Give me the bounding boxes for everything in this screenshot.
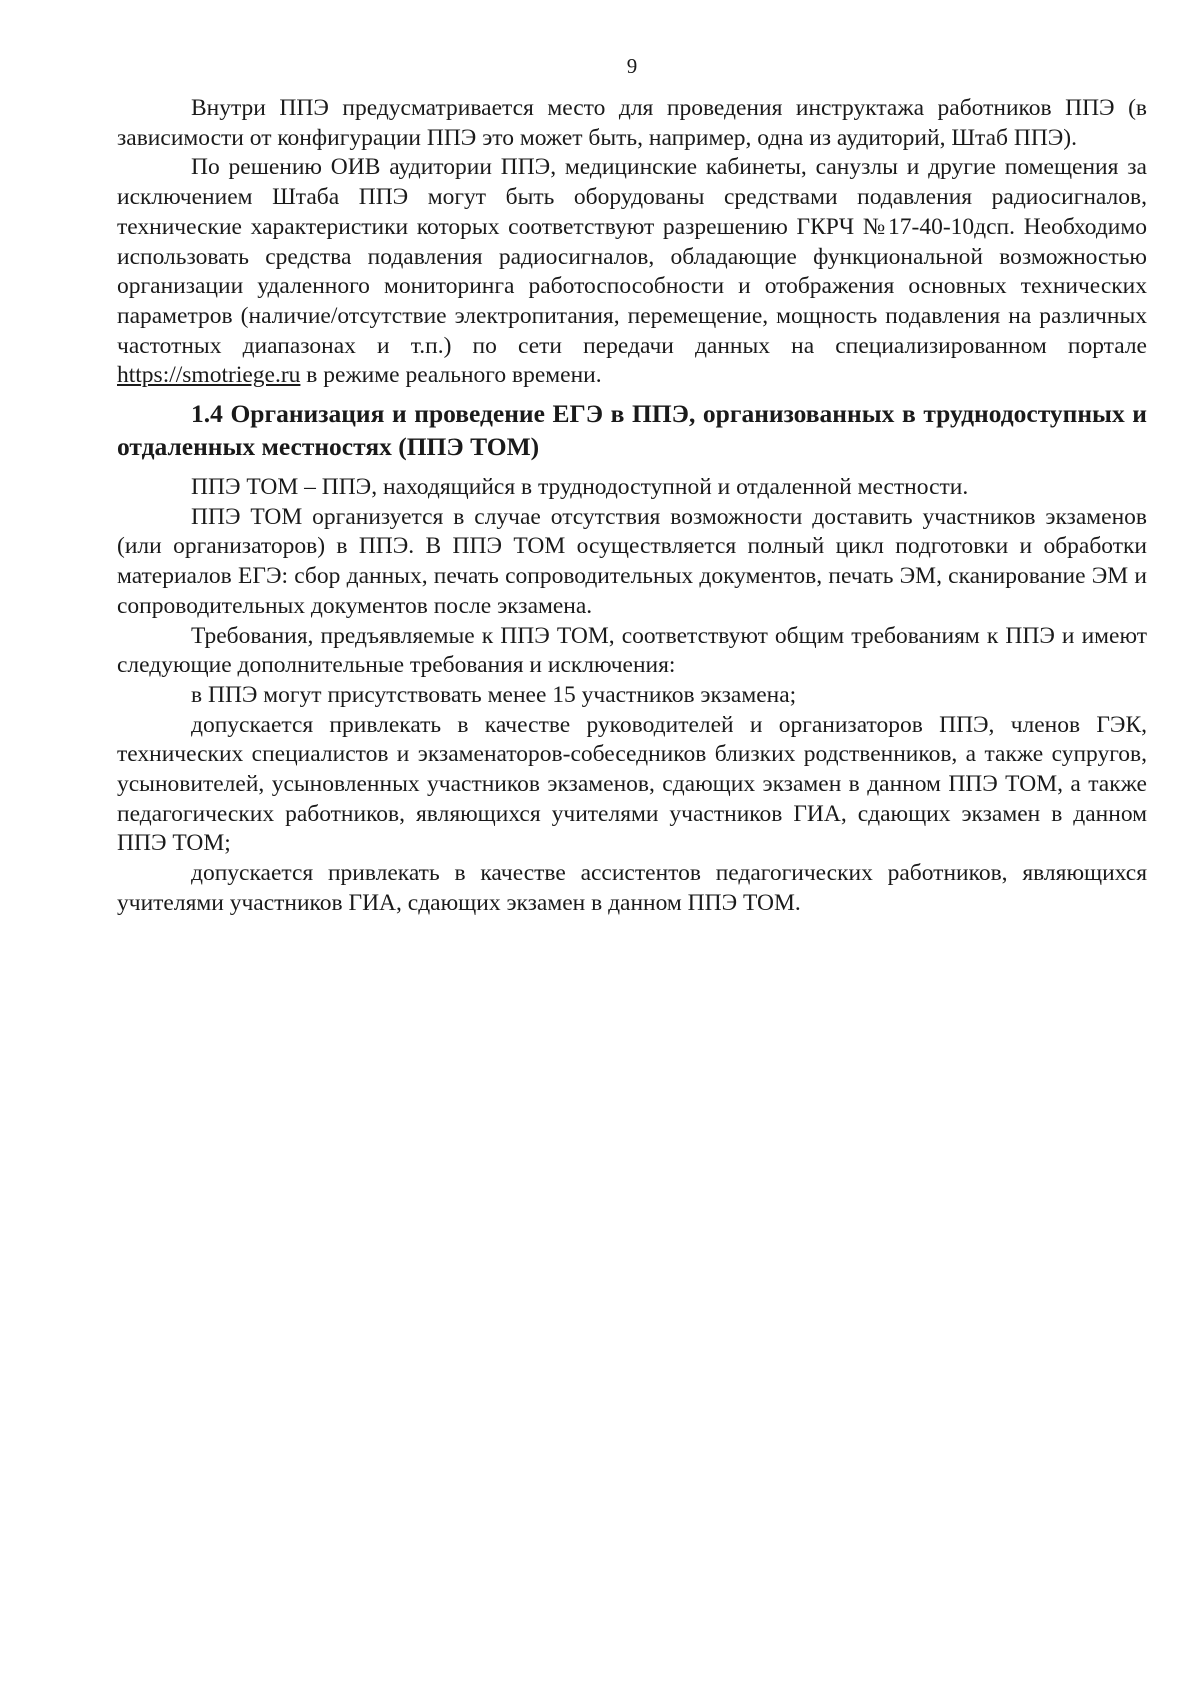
paragraph-signal-suppression-text: По решению ОИВ аудитории ППЭ, медицинские кабинеты, санузлы и другие помещения за исключением Штаба ППЭ могут быть оборудованы средствами подавления радиосигналов, технические характеристики которых соответствуют разрешению ГКРЧ №17-40-10дсп. Необходимо использовать средства подавления радиосигналов, обладающие функциональной возможностью организации удаленного мониторинга работоспособности и отображения основных технических параметров (наличие/отсутствие электропитания, перемещение, мощность подавления на различных частотных диапазонах и т.п.) по сети передачи данных на специализированном портале [117, 154, 1147, 359]
paragraph-participants-count: в ППЭ могут присутствовать менее 15 участников экзамена; [191, 681, 797, 708]
page-number: 9 [626, 54, 638, 78]
portal-link[interactable]: https://smotriege.ru [117, 362, 301, 389]
paragraph-briefing-room: Внутри ППЭ предусматривается место для проведения инструктажа работников ППЭ (в зависимости от конфигурации ППЭ это может быть, например, одна из аудиторий, Штаб ППЭ). [117, 95, 1147, 151]
paragraph-tom-organization: ППЭ ТОМ организуется в случае отсутствия возможности доставить участников экзаменов (или организаторов) в ППЭ. В ППЭ ТОМ осуществляется полный цикл подготовки и обработки материалов ЕГЭ: сбор данных, печать сопроводительных документов, печать ЭМ, сканирование ЭМ и сопроводительных документов после экзамена. [117, 503, 1147, 619]
paragraph-tom-definition: ППЭ ТОМ – ППЭ, находящийся в труднодоступной и отдаленной местности. [191, 474, 969, 501]
section-heading: 1.4 Организация и проведение ЕГЭ в ППЭ, организованных в труднодоступных и отдаленных местностях (ППЭ ТОМ) [117, 399, 1147, 462]
paragraph-assistants-allowed: допускается привлекать в качестве ассистентов педагогических работников, являющихся учителями участников ГИА, сдающих экзамен в данном ППЭ ТОМ. [117, 860, 1147, 916]
paragraph-relatives-allowed: допускается привлекать в качестве руководителей и организаторов ППЭ, членов ГЭК, технических специалистов и экзаменаторов-собеседников близких родственников, а также супругов, усыновителей, усыновленных участников экзаменов, сдающих экзамен в данном ППЭ ТОМ, а также педагогических работников, являющихся учителями участников ГИА, сдающих экзамен в данном ППЭ ТОМ; [117, 711, 1147, 857]
paragraph-signal-suppression-suffix: в режиме реального времени. [300, 362, 602, 389]
paragraph-signal-suppression [117, 153, 1147, 391]
paragraph-tom-requirements: Требования, предъявляемые к ППЭ ТОМ, соответствуют общим требованиям к ППЭ и имеют следующие дополнительные требования и исключения: [117, 622, 1147, 679]
document-page [117, 52, 1147, 919]
